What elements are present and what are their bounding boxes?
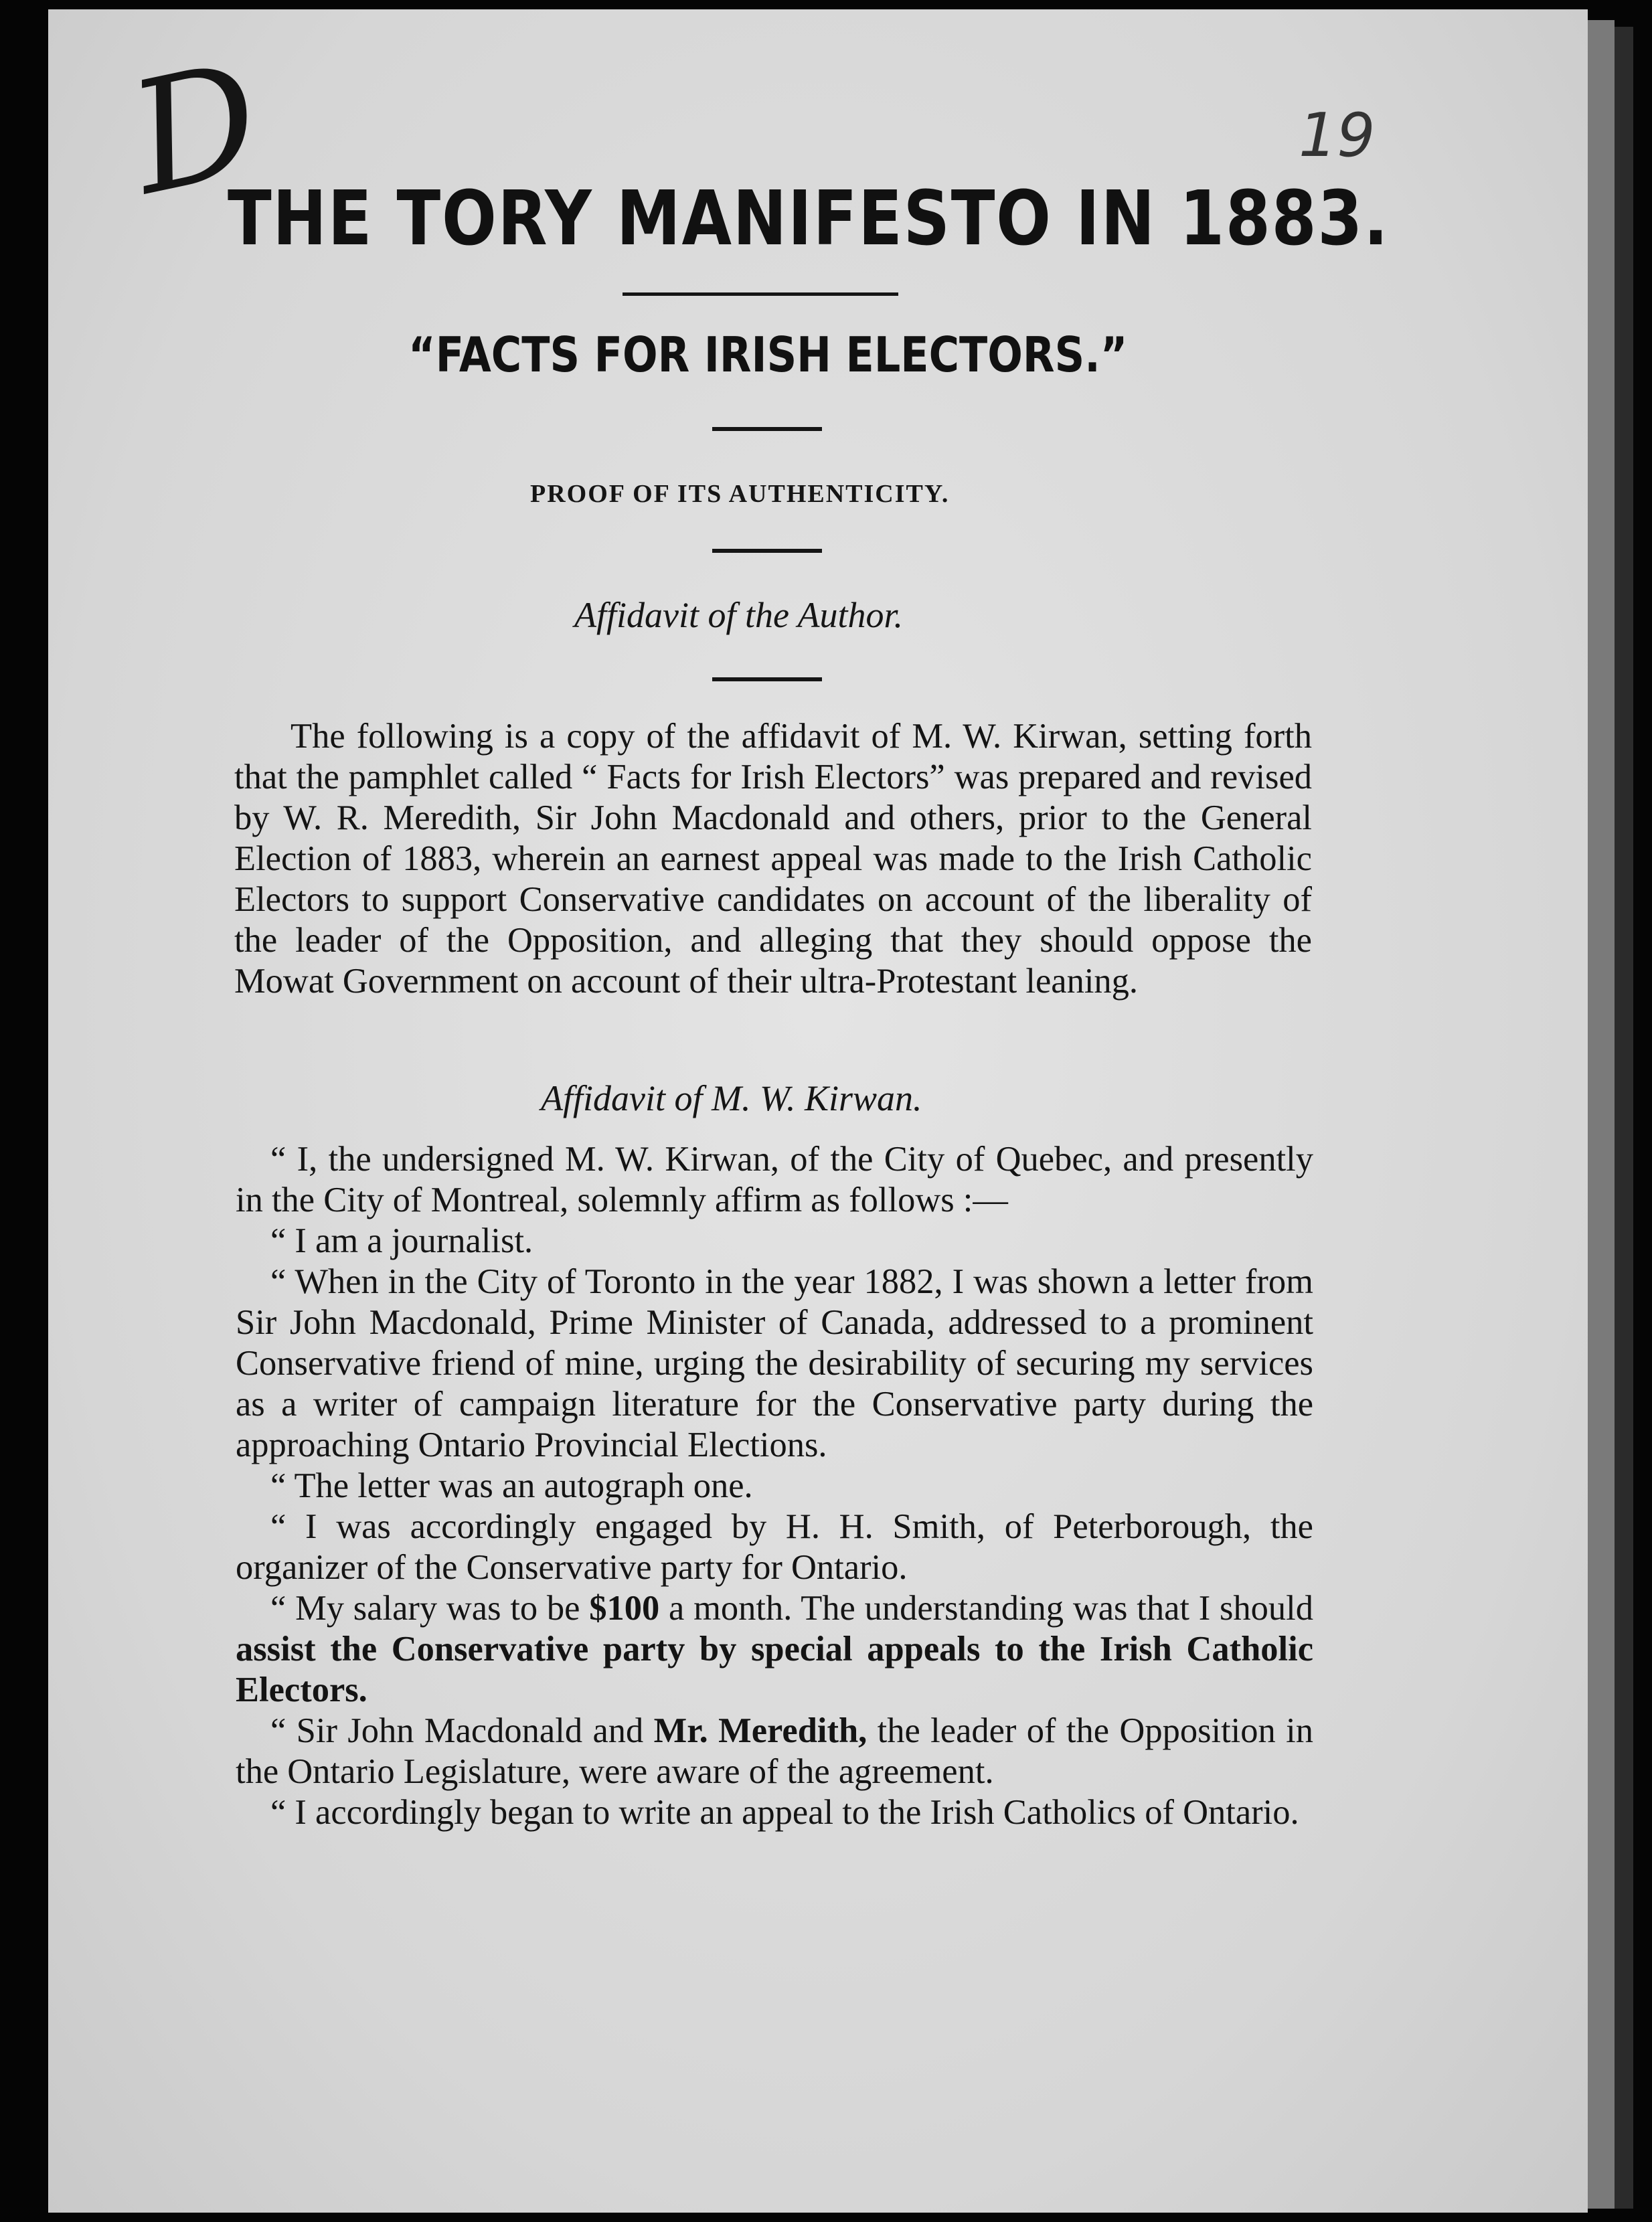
salary-amount: $100 bbox=[589, 1589, 660, 1628]
page-edge-shadow bbox=[1588, 20, 1615, 2209]
author-heading-divider bbox=[712, 677, 822, 681]
affidavit-paragraph: “ I accordingly began to write an appeal to the Irish Catholics of Ontario. bbox=[270, 1793, 1299, 1832]
affidavit-paragraph: “ I was accordingly engaged by H. H. Smith, of Peterborough, the organizer of the Conservative party for Ontario. bbox=[236, 1507, 1313, 1587]
page-title: THE TORY MANIFESTO IN 1883. bbox=[228, 175, 1390, 262]
kirwan-affidavit-heading: Affidavit of M. W. Kirwan. bbox=[541, 1078, 922, 1118]
proof-divider bbox=[712, 549, 822, 553]
affidavit-text: a month. The understanding was that I should bbox=[659, 1589, 1313, 1628]
intro-paragraph-block bbox=[234, 716, 1312, 1002]
emphasized-name: Mr. Meredith, bbox=[653, 1711, 868, 1750]
affidavit-text: “ My salary was to be bbox=[270, 1589, 590, 1628]
affidavit-paragraph: “ I, the undersigned M. W. Kirwan, of the City of Quebec, and presently in the City of Montreal, solemnly affirm as follows :— bbox=[236, 1140, 1313, 1219]
handwritten-page-number: 19 bbox=[1299, 100, 1376, 171]
emphasized-text: assist the Conservative party by special appeals to the Irish Catholic Electors. bbox=[236, 1630, 1313, 1709]
page-edge-dark bbox=[1615, 27, 1633, 2209]
intro-paragraph: The following is a copy of the affidavit of M. W. Kirwan, setting forth that the pamphlet called “ Facts for Irish Electors” was prepared and revised by W. R. Meredith, Sir John Macdonald and others, prior to the General Election of 1883, wherein an earnest appeal was made to the Irish Catholic Electors to support Conservative candidates on account of the liberality of the leader of the Opposition, and alleging that they should oppose the Mowat Government on account of their ultra-Protestant leaning. bbox=[234, 717, 1312, 1001]
affidavit-paragraph: “ When in the City of Toronto in the year 1882, I was shown a letter from Sir John Macdonald, Prime Minister of Canada, addressed to a prominent Conservative friend of mine, urging the desirability of securing my services as a writer of campaign literature for the Conservative party during the approaching Ontario Provincial Elections. bbox=[236, 1262, 1313, 1464]
proof-heading: PROOF OF ITS AUTHENTICITY. bbox=[530, 480, 950, 508]
affidavit-paragraph: “ The letter was an autograph one. bbox=[270, 1466, 753, 1505]
subtitle: “FACTS FOR IRISH ELECTORS.” bbox=[408, 327, 1128, 383]
affidavit-text: “ Sir John Macdonald and bbox=[270, 1711, 654, 1750]
affidavit-paragraph-salary bbox=[236, 1588, 1313, 1711]
affidavit-text: the leader of the Opposition in the Ontario Legislature, were aware of the agreement. bbox=[236, 1711, 1313, 1791]
affidavit-paragraph: “ I am a journalist. bbox=[270, 1221, 533, 1260]
affidavit-body bbox=[236, 1139, 1313, 1833]
title-divider bbox=[623, 292, 898, 296]
author-affidavit-heading: Affidavit of the Author. bbox=[574, 595, 903, 635]
handwritten-margin-mark: D bbox=[116, 29, 275, 230]
affidavit-paragraph-meredith bbox=[236, 1711, 1313, 1792]
subtitle-divider bbox=[712, 427, 822, 431]
